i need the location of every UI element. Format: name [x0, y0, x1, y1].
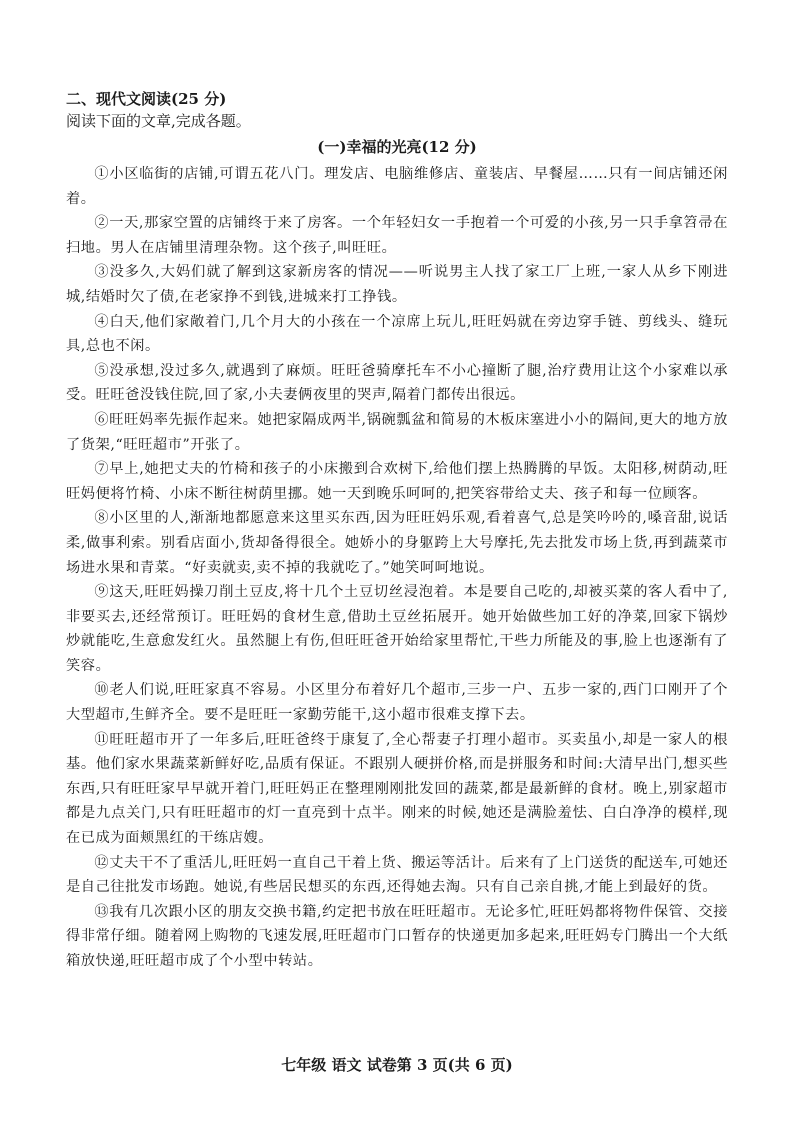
article-title: (一)幸福的光亮(12 分)	[317, 138, 477, 156]
paragraph-12: ⑫丈夫干不了重活儿,旺旺妈一直自己干着上货、搬运等活计。后来有了上门送货的配送车,可她还是自己往批发市场跑。她说,有些居民想买的东西,还得她去淘。只有自己亲自挑,才能上到最好的货。	[66, 854, 728, 896]
paragraph-10: ⑩老人们说,旺旺家真不容易。小区里分布着好几个超市,三步一户、五步一家的,西门口刚开了个大型超市,生鲜齐全。要不是旺旺一家勤劳能干,这小超市很难支撑下去。	[66, 682, 728, 724]
paragraph-9: ⑨这天,旺旺妈操刀削土豆皮,将十几个土豆切丝浸泡着。本是要自己吃的,却被买菜的客人看中了,非要买去,还经常预订。旺旺妈的食材生意,借助土豆丝拓展开。她开始做些加工好的净菜,回家下锅炒炒就能吃,生意愈发红火。虽然腿上有伤,但旺旺爸开始给家里帮忙,干些力所能及的事,脸上也逐渐有了笑容。	[66, 584, 728, 674]
reading-instruction: 阅读下面的文章,完成各题。	[66, 112, 251, 130]
section-title: 二、现代文阅读(25 分)	[66, 90, 227, 108]
paragraph-11: ⑪旺旺超市开了一年多后,旺旺爸终于康复了,全心帮妻子打理小超市。买卖虽小,却是一家人的根基。他们家水果蔬菜新鲜好吃,品质有保证。不跟别人硬拼价格,而是拼服务和时间:大清早出门,想买些东西,只有旺旺家早早就开着门,旺旺妈正在整理刚刚批发回的蔬菜,都是最新鲜的食材。晚上,别家超市都是九点关门,只有旺旺超市的灯一直亮到十点半。刚来的时候,她还是满脸羞怯、白白净净的模样,现在已成为面颊黑红的干练店嫂。	[66, 731, 728, 847]
paragraph-3: ③没多久,大妈们就了解到这家新房客的情况——听说男主人找了家工厂上班,一家人从乡下刚进城,结婚时欠了债,在老家挣不到钱,进城来打工挣钱。	[66, 264, 728, 305]
paragraph-7: ⑦早上,她把丈夫的竹椅和孩子的小床搬到合欢树下,给他们摆上热腾腾的早饭。太阳移,树荫动,旺旺妈便将竹椅、小床不断往树荫里挪。她一天到晚乐呵呵的,把笑容带给丈夫、孩子和每一位顾客。	[66, 461, 728, 502]
paragraph-8: ⑧小区里的人,渐渐地都愿意来这里买东西,因为旺旺妈乐观,看着喜气,总是笑吟吟的,嗓音甜,说话柔,做事利索。别看店面小,货却备得很全。她娇小的身躯跨上大号摩托,先去批发市场上货,再到蔬菜市场进水果和青菜。“好卖就卖,卖不掉的我就吃了。”她笑呵呵地说。	[66, 510, 728, 576]
paragraph-5: ⑤没承想,没过多久,就遇到了麻烦。旺旺爸骑摩托车不小心撞断了腿,治疗费用让这个小家难以承受。旺旺爸没钱住院,回了家,小夫妻俩夜里的哭声,隔着门都传出很远。	[66, 362, 728, 404]
paragraph-2: ②一天,那家空置的店铺终于来了房客。一个年轻妇女一手抱着一个可爱的小孩,另一只手拿笤帚在扫地。男人在店铺里清理杂物。这个孩子,叫旺旺。	[66, 215, 728, 256]
page-footer: 七年级 语文 试卷第 3 页(共 6 页)	[281, 1056, 513, 1074]
paragraph-4: ④白天,他们家敞着门,几个月大的小孩在一个凉席上玩儿,旺旺妈就在旁边穿手链、剪线头、缝玩具,总也不闲。	[66, 313, 728, 355]
paragraph-13: ⑬我有几次跟小区的朋友交换书籍,约定把书放在旺旺超市。无论多忙,旺旺妈都将物件保管、交接得非常仔细。随着网上购物的飞速发展,旺旺超市门口暂存的快递更加多起来,旺旺妈专门腾出一个大纸箱放快递,旺旺超市成了个小型中转站。	[66, 903, 728, 969]
paragraph-6: ⑥旺旺妈率先振作起来。她把家隔成两半,锅碗瓢盆和简易的木板床塞进小小的隔间,更大的地方放了货架,“旺旺超市”开张了。	[66, 411, 728, 453]
paragraph-1: ①小区临街的店铺,可谓五花八门。理发店、电脑维修店、童装店、早餐屋……只有一间店铺还闲着。	[66, 166, 728, 207]
article-body	[66, 162, 728, 974]
